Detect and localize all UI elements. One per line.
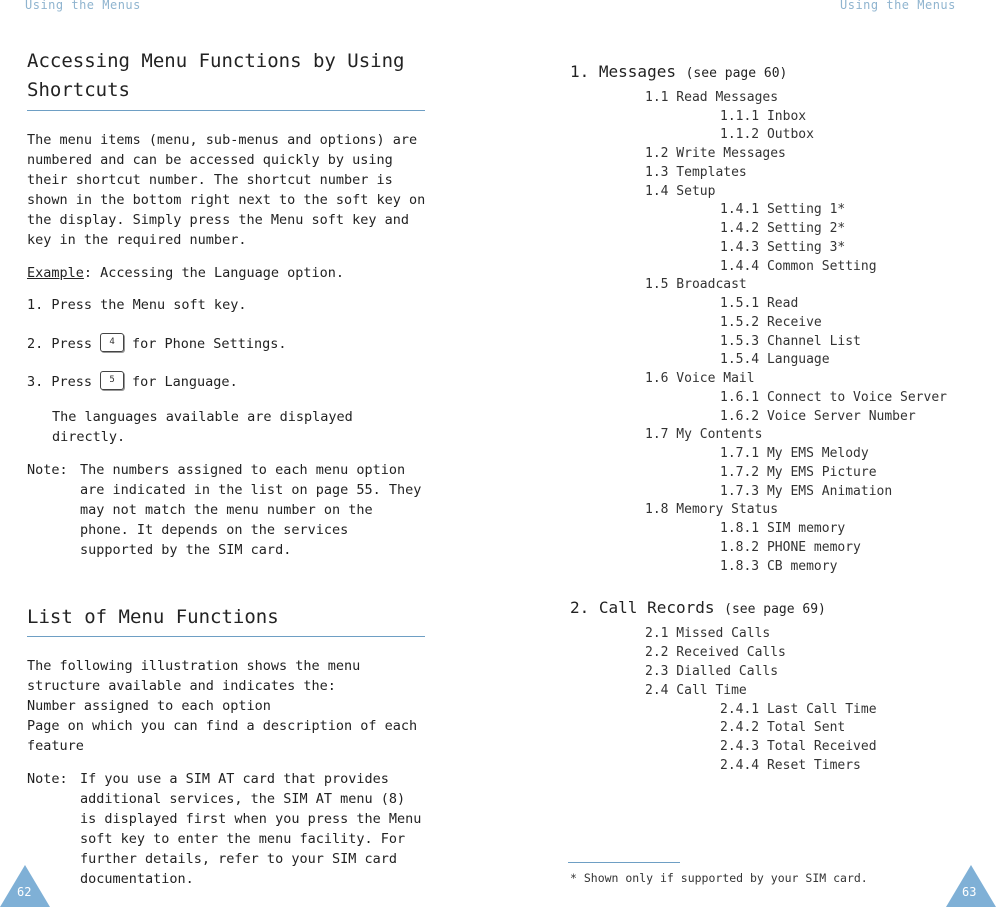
intro-paragraph: The menu items (menu, sub-menus and options) are numbered and can be accessed quickly by using their shortcut number. The shortcut number is shown in the bottom right next to the soft key on the display. Simply press the Menu soft key and key in the required number.: [27, 132, 426, 248]
menu-subitem: 1.5.3 Channel List: [720, 334, 861, 349]
menu-item: 1.7 My Contents: [645, 427, 763, 442]
menu-subitem: 1.8.2 PHONE memory: [720, 540, 861, 555]
page-number-left: 62: [17, 885, 32, 899]
menu-1-heading: [570, 62, 787, 81]
menu-subitem: 1.7.1 My EMS Melody: [720, 446, 869, 461]
running-header-right: Using the Menus: [840, 0, 956, 12]
step-2: [27, 334, 286, 354]
menu-subitem: 1.8.1 SIM memory: [720, 521, 846, 536]
menu-2-heading: [570, 598, 826, 617]
menu-item: 1.3 Templates: [645, 165, 747, 180]
menu-item: 2.2 Received Calls: [645, 645, 786, 660]
step-3-prefix: 3. Press: [27, 374, 93, 390]
step-3-note: The languages available are displayed directly.: [52, 409, 353, 445]
list-intro: The following illustration shows the menu structure available and indicates the:: [27, 658, 361, 694]
step-2-prefix: 2. Press: [27, 336, 93, 352]
menu-item: 1.6 Voice Mail: [645, 371, 755, 386]
example-label: Example: [27, 265, 84, 281]
menu-subitem: 2.4.3 Total Received: [720, 739, 877, 754]
section-title-list: List of Menu Functions: [27, 606, 279, 628]
page-number-right: 63: [962, 885, 977, 899]
menu-1-title: 1. Messages: [570, 62, 676, 81]
section-rule-2: [27, 636, 425, 637]
menu-subitem: 1.7.2 My EMS Picture: [720, 465, 877, 480]
step-1: 1. Press the Menu soft key.: [27, 297, 247, 313]
note-1-label: Note:: [27, 462, 68, 478]
example-line: [27, 263, 344, 283]
step-3: [27, 372, 238, 392]
menu-subitem: 1.4.2 Setting 2*: [720, 221, 846, 236]
menu-item: 1.8 Memory Status: [645, 502, 779, 517]
menu-2-title: 2. Call Records: [570, 598, 715, 617]
note-2-text: If you use a SIM AT card that provides additional services, the SIM AT menu (8) is displayed first when you press the Menu soft key to enter the menu facility. For further details, refer to your SIM card documentation.: [80, 771, 422, 887]
menu-item: 1.4 Setup: [645, 184, 716, 199]
menu-subitem: 1.4.4 Common Setting: [720, 259, 877, 274]
menu-subitem: 1.6.1 Connect to Voice Server: [720, 390, 947, 405]
menu-1-page-ref: (see page 60): [685, 66, 788, 81]
menu-subitem: 1.6.2 Voice Server Number: [720, 409, 916, 424]
menu-subitem: 2.4.1 Last Call Time: [720, 702, 877, 717]
menu-subitem: 1.4.1 Setting 1*: [720, 202, 846, 217]
menu-subitem: 1.5.1 Read: [720, 296, 799, 311]
menu-item: 2.1 Missed Calls: [645, 626, 771, 641]
footnote: * Shown only if supported by your SIM card.: [570, 871, 868, 885]
key-4-icon: 4: [100, 333, 124, 352]
menu-subitem: 1.1.2 Outbox: [720, 127, 814, 142]
section-rule: [27, 110, 425, 111]
example-text: : Accessing the Language option.: [83, 265, 344, 281]
menu-item: 2.3 Dialled Calls: [645, 664, 779, 679]
menu-subitem: 2.4.4 Reset Timers: [720, 758, 861, 773]
running-header-left: Using the Menus: [25, 0, 141, 12]
menu-item: 1.5 Broadcast: [645, 277, 747, 292]
menu-subitem: 1.1.1 Inbox: [720, 109, 807, 124]
menu-subitem: 1.4.3 Setting 3*: [720, 240, 846, 255]
list-item-number: Number assigned to each option: [27, 698, 271, 714]
menu-item: 1.2 Write Messages: [645, 146, 786, 161]
menu-subitem: 1.5.4 Language: [720, 352, 830, 367]
menu-2-page-ref: (see page 69): [724, 602, 826, 617]
menu-subitem: 1.5.2 Receive: [720, 315, 822, 330]
note-2-label: Note:: [27, 771, 68, 787]
menu-item: 1.1 Read Messages: [645, 90, 779, 105]
list-item-page: Page on which you can find a description of each feature: [27, 718, 418, 754]
menu-subitem: 1.8.3 CB memory: [720, 559, 838, 574]
section-title-shortcuts: Accessing Menu Functions by Using Shortcuts: [27, 50, 405, 101]
menu-item: 2.4 Call Time: [645, 683, 747, 698]
step-3-suffix: for Language.: [132, 374, 238, 390]
key-5-icon: 5: [100, 371, 124, 390]
step-2-suffix: for Phone Settings.: [132, 336, 287, 352]
menu-subitem: 2.4.2 Total Sent: [720, 720, 846, 735]
footnote-rule: [568, 862, 680, 863]
menu-subitem: 1.7.3 My EMS Animation: [720, 484, 893, 499]
note-1-text: The numbers assigned to each menu option are indicated in the list on page 55. They may not match the menu number on the phone. It depends on the services supported by the SIM card.: [80, 462, 422, 558]
